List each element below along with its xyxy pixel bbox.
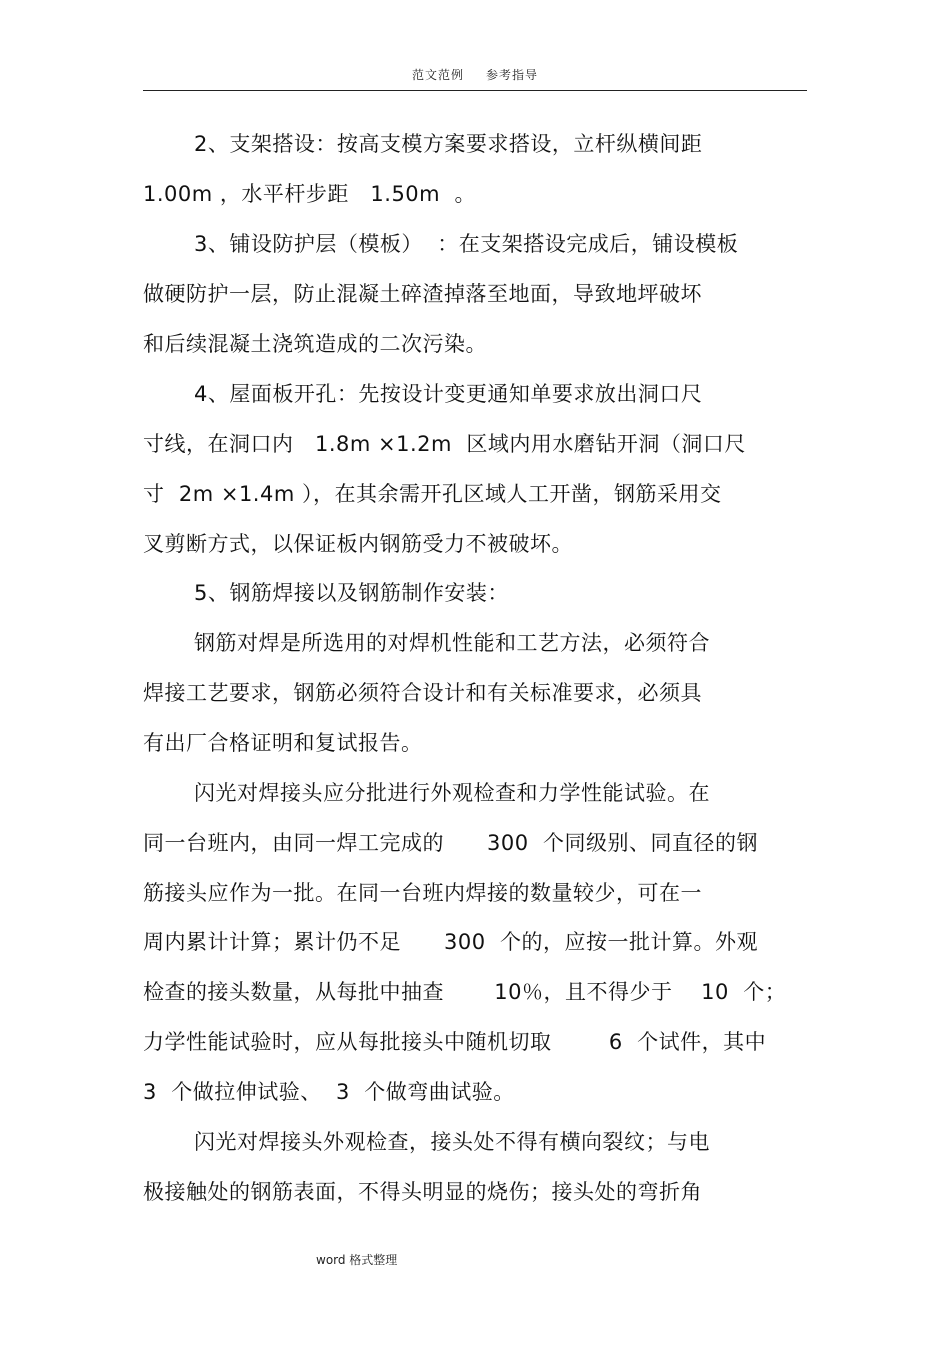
body-line: 闪光对焊接头外观检查，接头处不得有横向裂纹；与电 [194,1130,710,1154]
body-line: 筋接头应作为一批。在同一台班内焊接的数量较少，可在一 [143,881,702,905]
body-line: 有出厂合格证明和复试报告。 [143,731,423,755]
body-line: 检查的接头数量，从每批中抽查 10％，且不得少于 10 个； [143,980,787,1004]
page-header [0,66,950,83]
body-line: 周内累计计算；累计仍不足 300 个的，应按一批计算。外观 [143,930,758,954]
header-right-text: 参考指导 [486,68,539,82]
header-divider [143,90,807,91]
body-line: 3、铺设防护层（模板） ：在支架搭设完成后，铺设模板 [194,232,739,256]
body-line: 4、屋面板开孔：先按设计变更通知单要求放出洞口尺 [194,382,703,406]
body-line: 极接触处的钢筋表面，不得头明显的烧伤；接头处的弯折角 [143,1180,702,1204]
body-line: 2、支架搭设：按高支模方案要求搭设，立杆纵横间距 [194,132,703,156]
body-line: 做硬防护一层，防止混凝土碎渣掉落至地面，导致地坪破坏 [143,282,702,306]
body-line: 力学性能试验时，应从每批接头中随机切取 6 个试件，其中 [143,1030,767,1054]
body-line: 焊接工艺要求，钢筋必须符合设计和有关标准要求，必须具 [143,681,702,705]
body-line: 同一台班内，由同一焊工完成的 300 个同级别、同直径的钢 [143,831,758,855]
body-line: 1.00m ，水平杆步距 1.50m 。 [143,182,476,206]
body-line: 钢筋对焊是所选用的对焊机性能和工艺方法，必须符合 [194,631,710,655]
body-line: 寸 2m ×1.4m ），在其余需开孔区域人工开凿，钢筋采用交 [143,482,722,506]
header-left-text: 范文范例 [411,68,464,82]
body-line: 和后续混凝土浇筑造成的二次污染。 [143,332,487,356]
page-footer: word 格式整理 [316,1253,398,1267]
body-line: 叉剪断方式，以保证板内钢筋受力不被破坏。 [143,532,573,556]
body-line: 闪光对焊接头应分批进行外观检查和力学性能试验。在 [194,781,710,805]
body-line: 寸线，在洞口内 1.8m ×1.2m 区域内用水磨钻开洞（洞口尺 [143,432,746,456]
body-line: 3 个做拉伸试验、 3 个做弯曲试验。 [143,1080,515,1104]
body-line: 5、钢筋焊接以及钢筋制作安装： [194,581,509,605]
